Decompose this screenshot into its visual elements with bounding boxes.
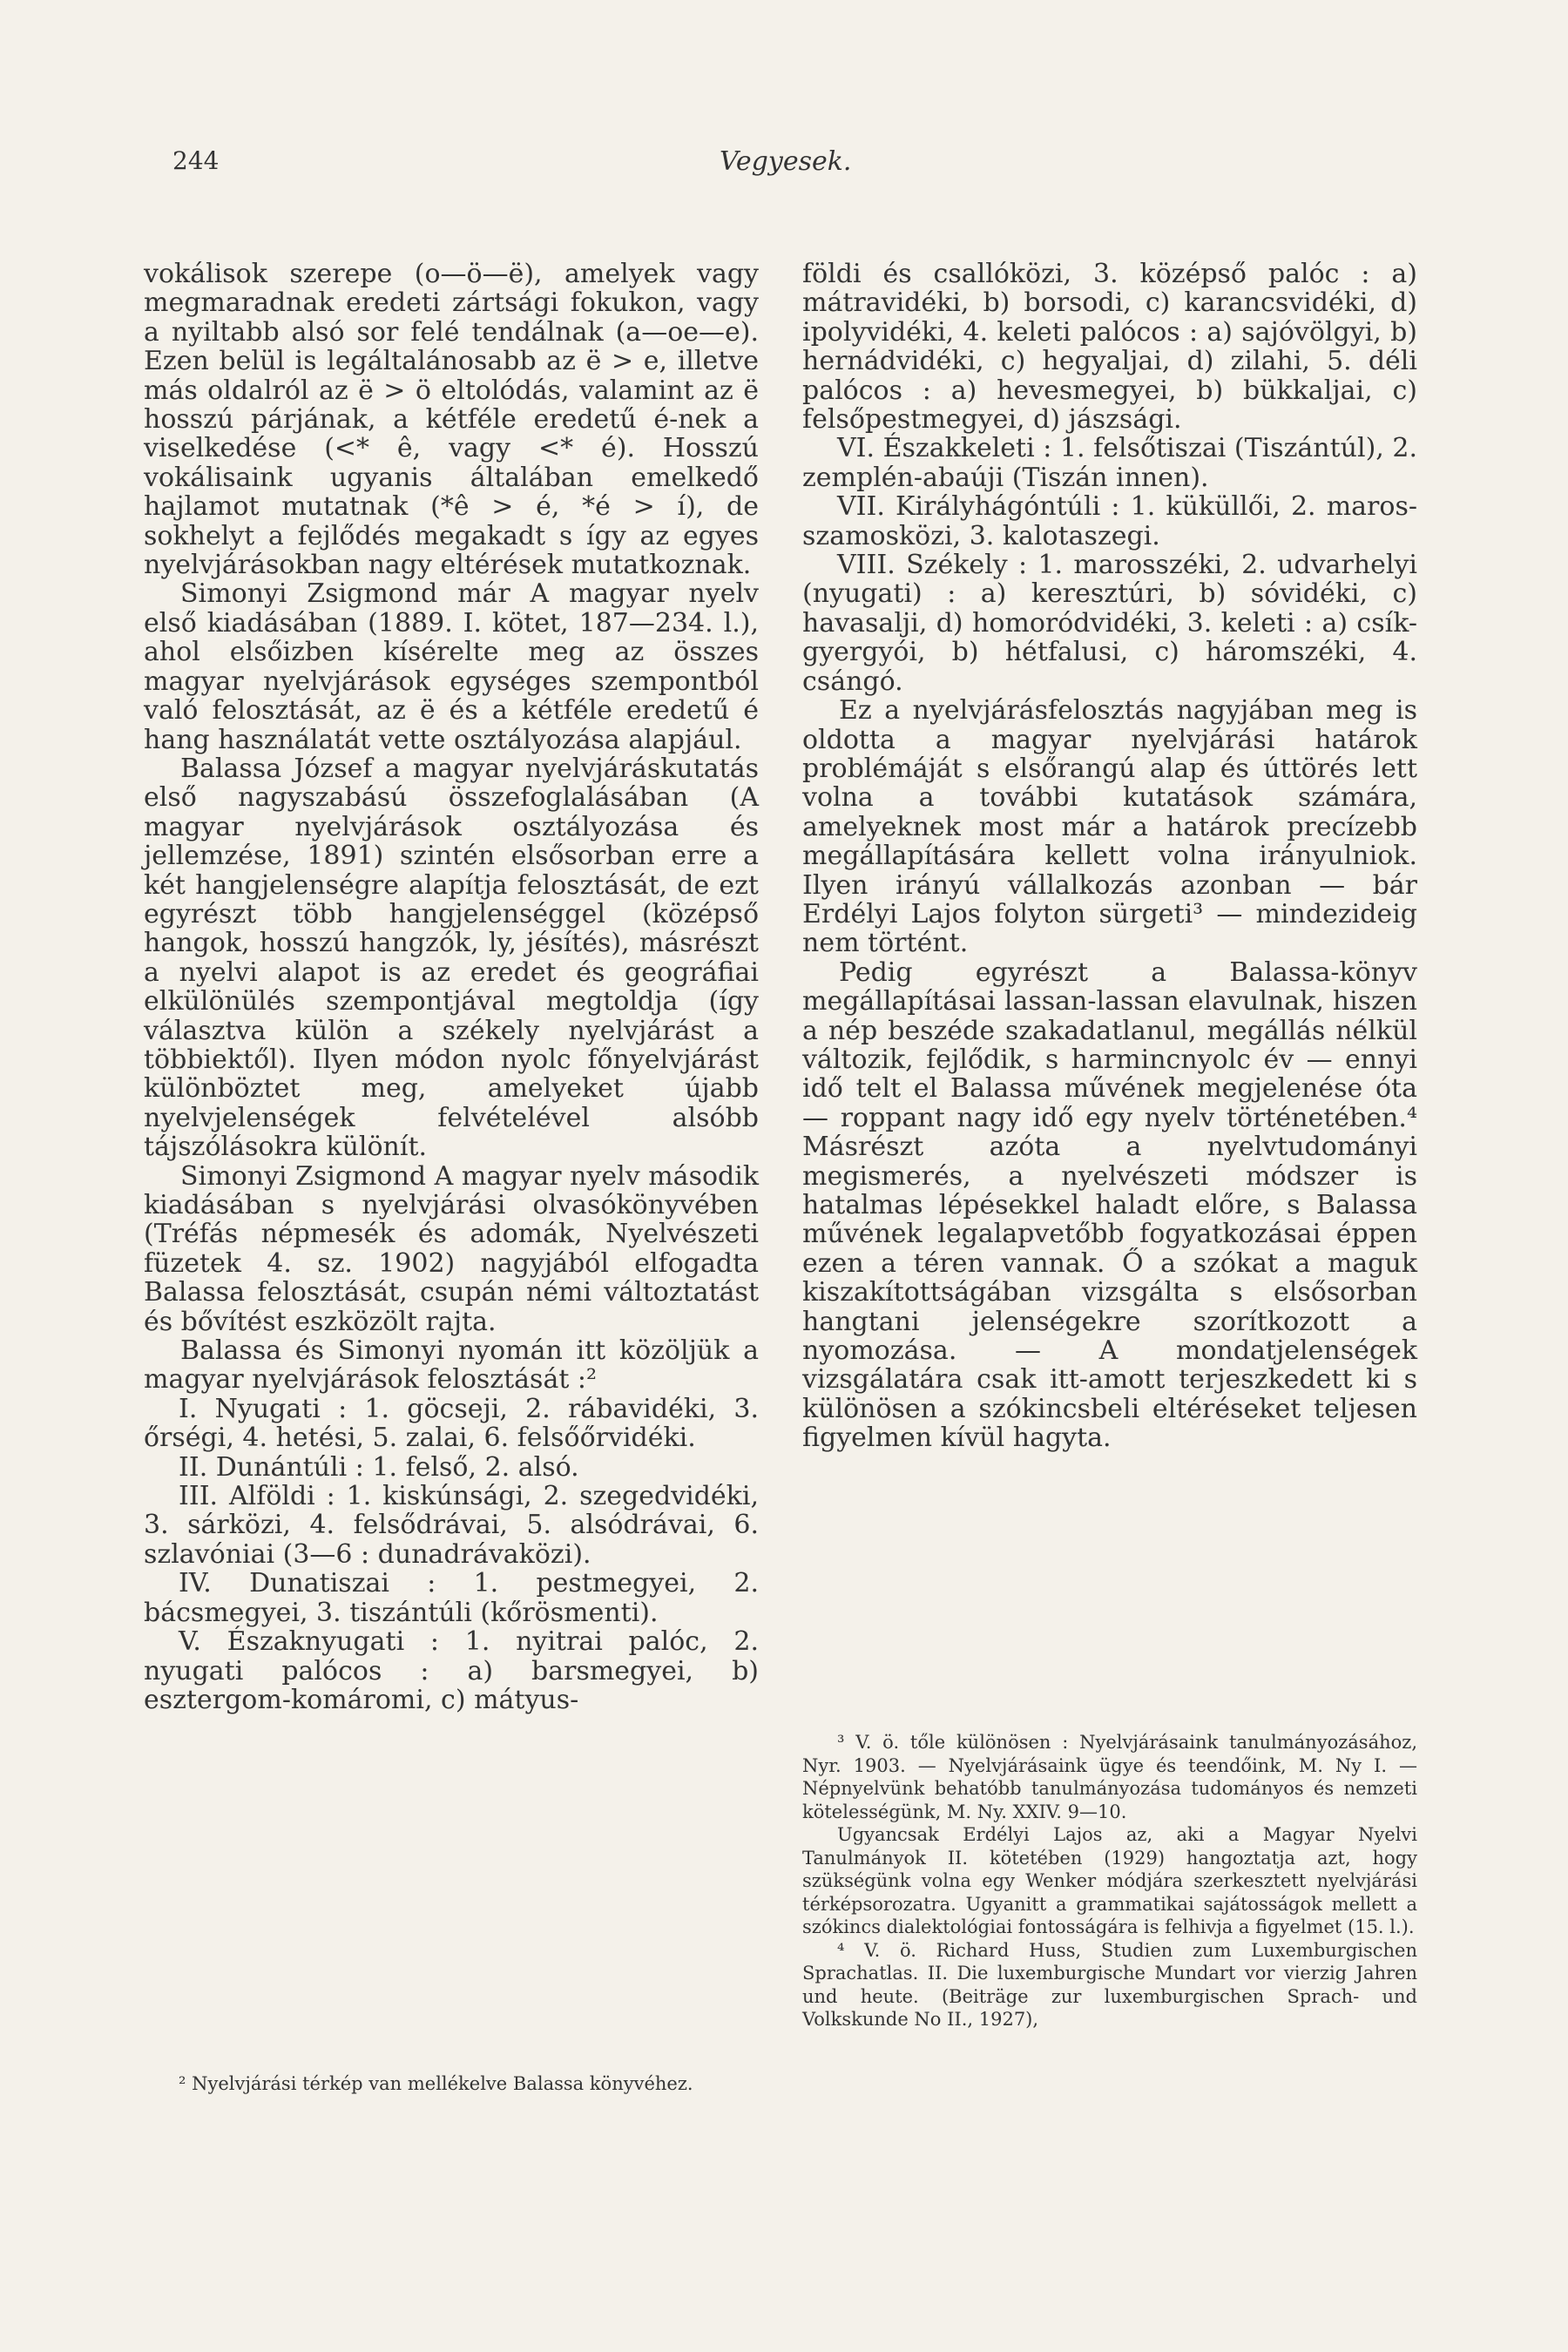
dialect-list-item: V. Északnyugati : 1. nyitrai palóc, 2. nyugati palócos : a) barsmegyei, b) esztergom-komáromi, c) mátyus- bbox=[144, 1626, 759, 1715]
footnote: ⁴ V. ö. Richard Huss, Studien zum Luxemburgischen Sprachatlas. II. Die luxemburgische Mundart vor vierzig Jahren und heute. (Beiträge zur luxemburgischen Sprach- und Volkskunde No II., 1927), bbox=[802, 1939, 1417, 2030]
paragraph: Pedig egyrészt a Balassa-könyv megállapításai lassan-lassan elavulnak, hiszen a nép beszéde szakadatlanul, megállás nélkül változik, fejlődik, s harmincnyolc év — ennyi idő telt el Balassa művének megjelenése óta — roppant nagy idő egy nyelv történetében.⁴ Másrészt azóta a nyelvtudományi megismerés, a nyelvészeti módszer is hatalmas lépésekkel haladt előre, s Balassa művének legalapvetőbb fogyatkozásai éppen ezen a téren vannak. Ő a szókat a maguk kiszakítottságában vizsgálta s elsősorban hangtani jelenségekre szorítkozott a nyomozása. — A mondatjelenségek vizsgálatára csak itt-amott terjeszkedett ki s különösen a szókincsbeli eltéréseket teljesen figyelmen kívül hagyta. bbox=[802, 956, 1417, 1454]
running-title: Vegyesek. bbox=[720, 146, 852, 177]
footnote: ³ V. ö. tőle különösen : Nyelvjárásaink tanulmányozásához, Nyr. 1903. — Nyelvjárásaink ügye és teendőink, M. Ny I. — Népnyelvünk behatóbb tanulmányozása tudományos és nemzeti kötelességünk, M. Ny. XXIV. 9—10. bbox=[802, 1732, 1417, 1822]
dialect-list-item: VIII. Székely : 1. marosszéki, 2. udvarhelyi (nyugati) : a) keresztúri, b) sóvidéki, c) havasalji, d) homoródvidéki, 3. keleti : a) csík-gyergyói, b) hétfalusi, c) háromszéki, 4. csángó. bbox=[802, 550, 1417, 697]
paragraph: Simonyi Zsigmond A magyar nyelv második kiadásában s nyelvjárási olvasókönyvében (Tréfás népmesék és adomák, Nyelvészeti füzetek 4. sz. 1902) nagyjából elfogadta Balassa felosztását, csupán némi változtatást és bővítést eszközölt rajta. bbox=[144, 1160, 759, 1337]
paragraph: földi és csallóközi, 3. középső palóc : a) mátravidéki, b) borsodi, c) karancsvidéki, d) ipolyvidéki, 4. keleti palócos : a) sajóvölgyi, b) hernádvidéki, c) hegyaljai, d) zilahi, 5. déli palócos : a) hevesmegyei, b) bükkaljai, c) felsőpestmegyei, d) jászsági. bbox=[802, 259, 1417, 436]
paragraph: Simonyi Zsigmond már A magyar nyelv első kiadásában (1889. I. kötet, 187—234. l.), ahol elsőizben kísérelte meg az összes magyar nyelvjárások egységes szempontból való felosztását, az ë és a kétféle eredetű é hang használatát vette osztályozása alapjául. bbox=[144, 578, 759, 755]
dialect-list-item: III. Alföldi : 1. kiskúnsági, 2. szegedvidéki, 3. sárközi, 4. felsődrávai, 5. alsódrávai, 6. szlavóniai (3—6 : dunadrávaközi). bbox=[144, 1481, 759, 1570]
dialect-list-item: II. Dunántúli : 1. felső, 2. alsó. bbox=[179, 1451, 579, 1483]
right-column bbox=[802, 260, 1417, 1453]
dialect-list-item: VII. Királyhágóntúli : 1. küküllői, 2. maros-szamosközi, 3. kalotaszegi. bbox=[802, 491, 1417, 551]
paragraph: Ez a nyelvjárásfelosztás nagyjában meg is oldotta a magyar nyelvjárási határok problémáját s elsőrangú alap és úttörés lett volna a további kutatások számára, amelyeknek most már a határok precízebb megállapítására kellett volna irányulniok. Ilyen irányú vállalkozás azonban — bár Erdélyi Lajos folyton sürgeti³ — mindezideig nem történt. bbox=[802, 695, 1417, 959]
dialect-list-item: VI. Északkeleti : 1. felsőtiszai (Tiszántúl), 2. zemplén-abaúji (Tiszán innen). bbox=[802, 433, 1417, 493]
dialect-list-item: IV. Dunatiszai : 1. pestmegyei, 2. bácsmegyei, 3. tiszántúli (kőrösmenti). bbox=[144, 1568, 759, 1628]
footnote-area-right bbox=[802, 1731, 1417, 2031]
paragraph: Balassa és Simonyi nyomán itt közöljük a magyar nyelvjárások felosztását :² bbox=[144, 1335, 759, 1396]
dialect-list-item: I. Nyugati : 1. göcseji, 2. rábavidéki, 3. őrségi, 4. hetési, 5. zalai, 6. felsőőrvidéki. bbox=[144, 1393, 759, 1454]
footnote-area-left bbox=[144, 2072, 759, 2095]
page-number: 244 bbox=[172, 146, 220, 175]
paragraph: vokálisok szerepe (o—ö—ë), amelyek vagy megmaradnak eredeti zártsági fokukon, vagy a nyiltabb alsó sor felé tendálnak (a—oe—e). Ezen belül is legáltalánosabb az ë > e, illetve más oldalról az ë > ö eltolódás, valamint az ë hosszú párjának, a kétféle eredetű é-nek a viselkedése (<* ê, vagy <* é). Hosszú vokálisaink ugyanis általában emelkedő hajlamot mutatnak (*ê > é, *é > í), de sokhelyt a fejlődés megakadt s így az egyes nyelvjárásokban nagy eltérések mutatkoznak. bbox=[144, 259, 759, 581]
left-column bbox=[144, 260, 759, 1714]
footnote: ² Nyelvjárási térkép van mellékelve Balassa könyvéhez. bbox=[179, 2073, 693, 2094]
paragraph: Balassa József a magyar nyelvjáráskutatás első nagyszabású összefoglalásában (A magyar nyelvjárások osztályozása és jellemzése, 1891) szintén elsősorban erre a két hangjelenségre alapítja felosztását, de ezt egyrészt több hangjelenséggel (középső hangok, hosszú hangzók, ly, jésítés), másrészt a nyelvi alapot is az eredet és geográfiai elkülönülés szempontjával megtoldja (így választva külön a székely nyelvjárást a többiektől). Ilyen módon nyolc főnyelvjárást különböztet meg, amelyeket újabb nyelvjelenségek felvételével alsóbb tájszólásokra különít. bbox=[144, 753, 759, 1163]
footnote: Ugyancsak Erdélyi Lajos az, aki a Magyar Nyelvi Tanulmányok II. kötetében (1929) hangoztatja azt, hogy szükségünk volna egy Wenker módjára szerkesztett nyelvjárási térképsorozatra. Ugyanitt a grammatikai sajátosságok mellett a szókincs dialektológiai fontosságára is felhivja a figyelmet (15. l.). bbox=[802, 1824, 1417, 1937]
